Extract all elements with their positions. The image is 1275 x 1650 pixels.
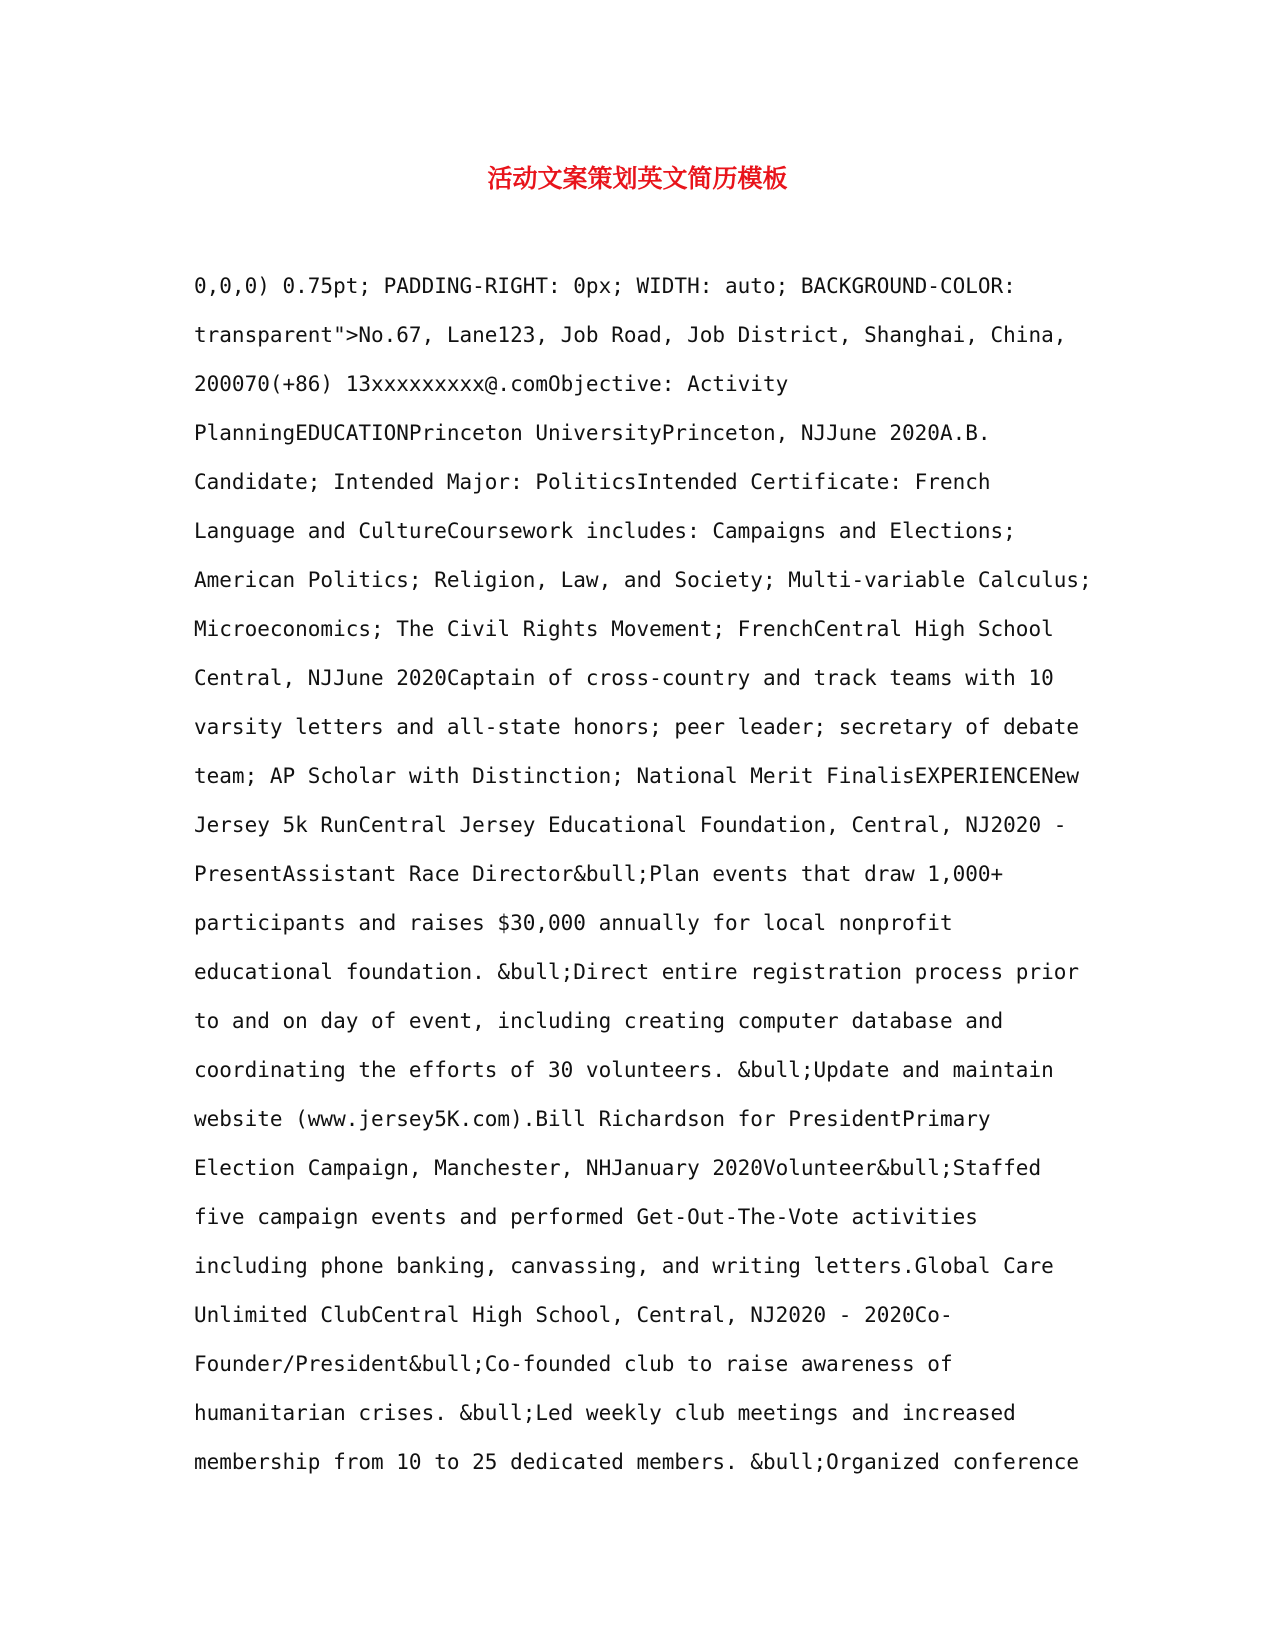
body-line: Candidate; Intended Major: PoliticsIntended Certificate: French [194,470,991,494]
body-line: team; AP Scholar with Distinction; National Merit FinalisEXPERIENCENew [194,764,1080,788]
body-line: Jersey 5k RunCentral Jersey Educational Foundation, Central, NJ2020 - [194,813,1067,837]
body-line: Microeconomics; The Civil Rights Movement; FrenchCentral High School [194,617,1054,641]
body-line: humanitarian crises. &bull;Led weekly club meetings and increased [194,1401,1016,1425]
body-line: varsity letters and all-state honors; peer leader; secretary of debate [194,715,1080,739]
document-title: 活动文案策划英文简历模板 [487,164,788,193]
body-line: transparent">No.67, Lane123, Job Road, Job District, Shanghai, China, [194,323,1067,347]
document-body [194,262,1094,1487]
body-line: to and on day of event, including creating computer database and [194,1009,1004,1033]
body-line: 200070(+86) 13xxxxxxxxx@.comObjective: Activity [194,372,789,396]
body-line: PresentAssistant Race Director&bull;Plan events that draw 1,000+ [194,862,1004,886]
body-line: coordinating the efforts of 30 volunteers. &bull;Update and maintain [194,1058,1054,1082]
body-line: 0,0,0) 0.75pt; PADDING-RIGHT: 0px; WIDTH: auto; BACKGROUND-COLOR: [194,274,1016,298]
body-line: Election Campaign, Manchester, NHJanuary 2020Volunteer&bull;Staffed [194,1156,1042,1180]
body-line: Founder/President&bull;Co-founded club to raise awareness of [194,1352,953,1376]
body-line: including phone banking, canvassing, and writing letters.Global Care [194,1254,1054,1278]
body-line: membership from 10 to 25 dedicated members. &bull;Organized conference [194,1450,1080,1474]
body-line: educational foundation. &bull;Direct entire registration process prior [194,960,1080,984]
body-line: website (www.jersey5K.com).Bill Richardson for PresidentPrimary [194,1107,991,1131]
body-line: Unlimited ClubCentral High School, Central, NJ2020 - 2020Co- [194,1303,953,1327]
body-line: five campaign events and performed Get-Out-The-Vote activities [194,1205,978,1229]
body-line: American Politics; Religion, Law, and Society; Multi-variable Calculus; [194,568,1092,592]
body-line: PlanningEDUCATIONPrinceton UniversityPrinceton, NJJune 2020A.B. [194,421,991,445]
body-line: Central, NJJune 2020Captain of cross-country and track teams with 10 [194,666,1054,690]
body-line: participants and raises $30,000 annually for local nonprofit [194,911,953,935]
body-line: Language and CultureCoursework includes: Campaigns and Elections; [194,519,1016,543]
